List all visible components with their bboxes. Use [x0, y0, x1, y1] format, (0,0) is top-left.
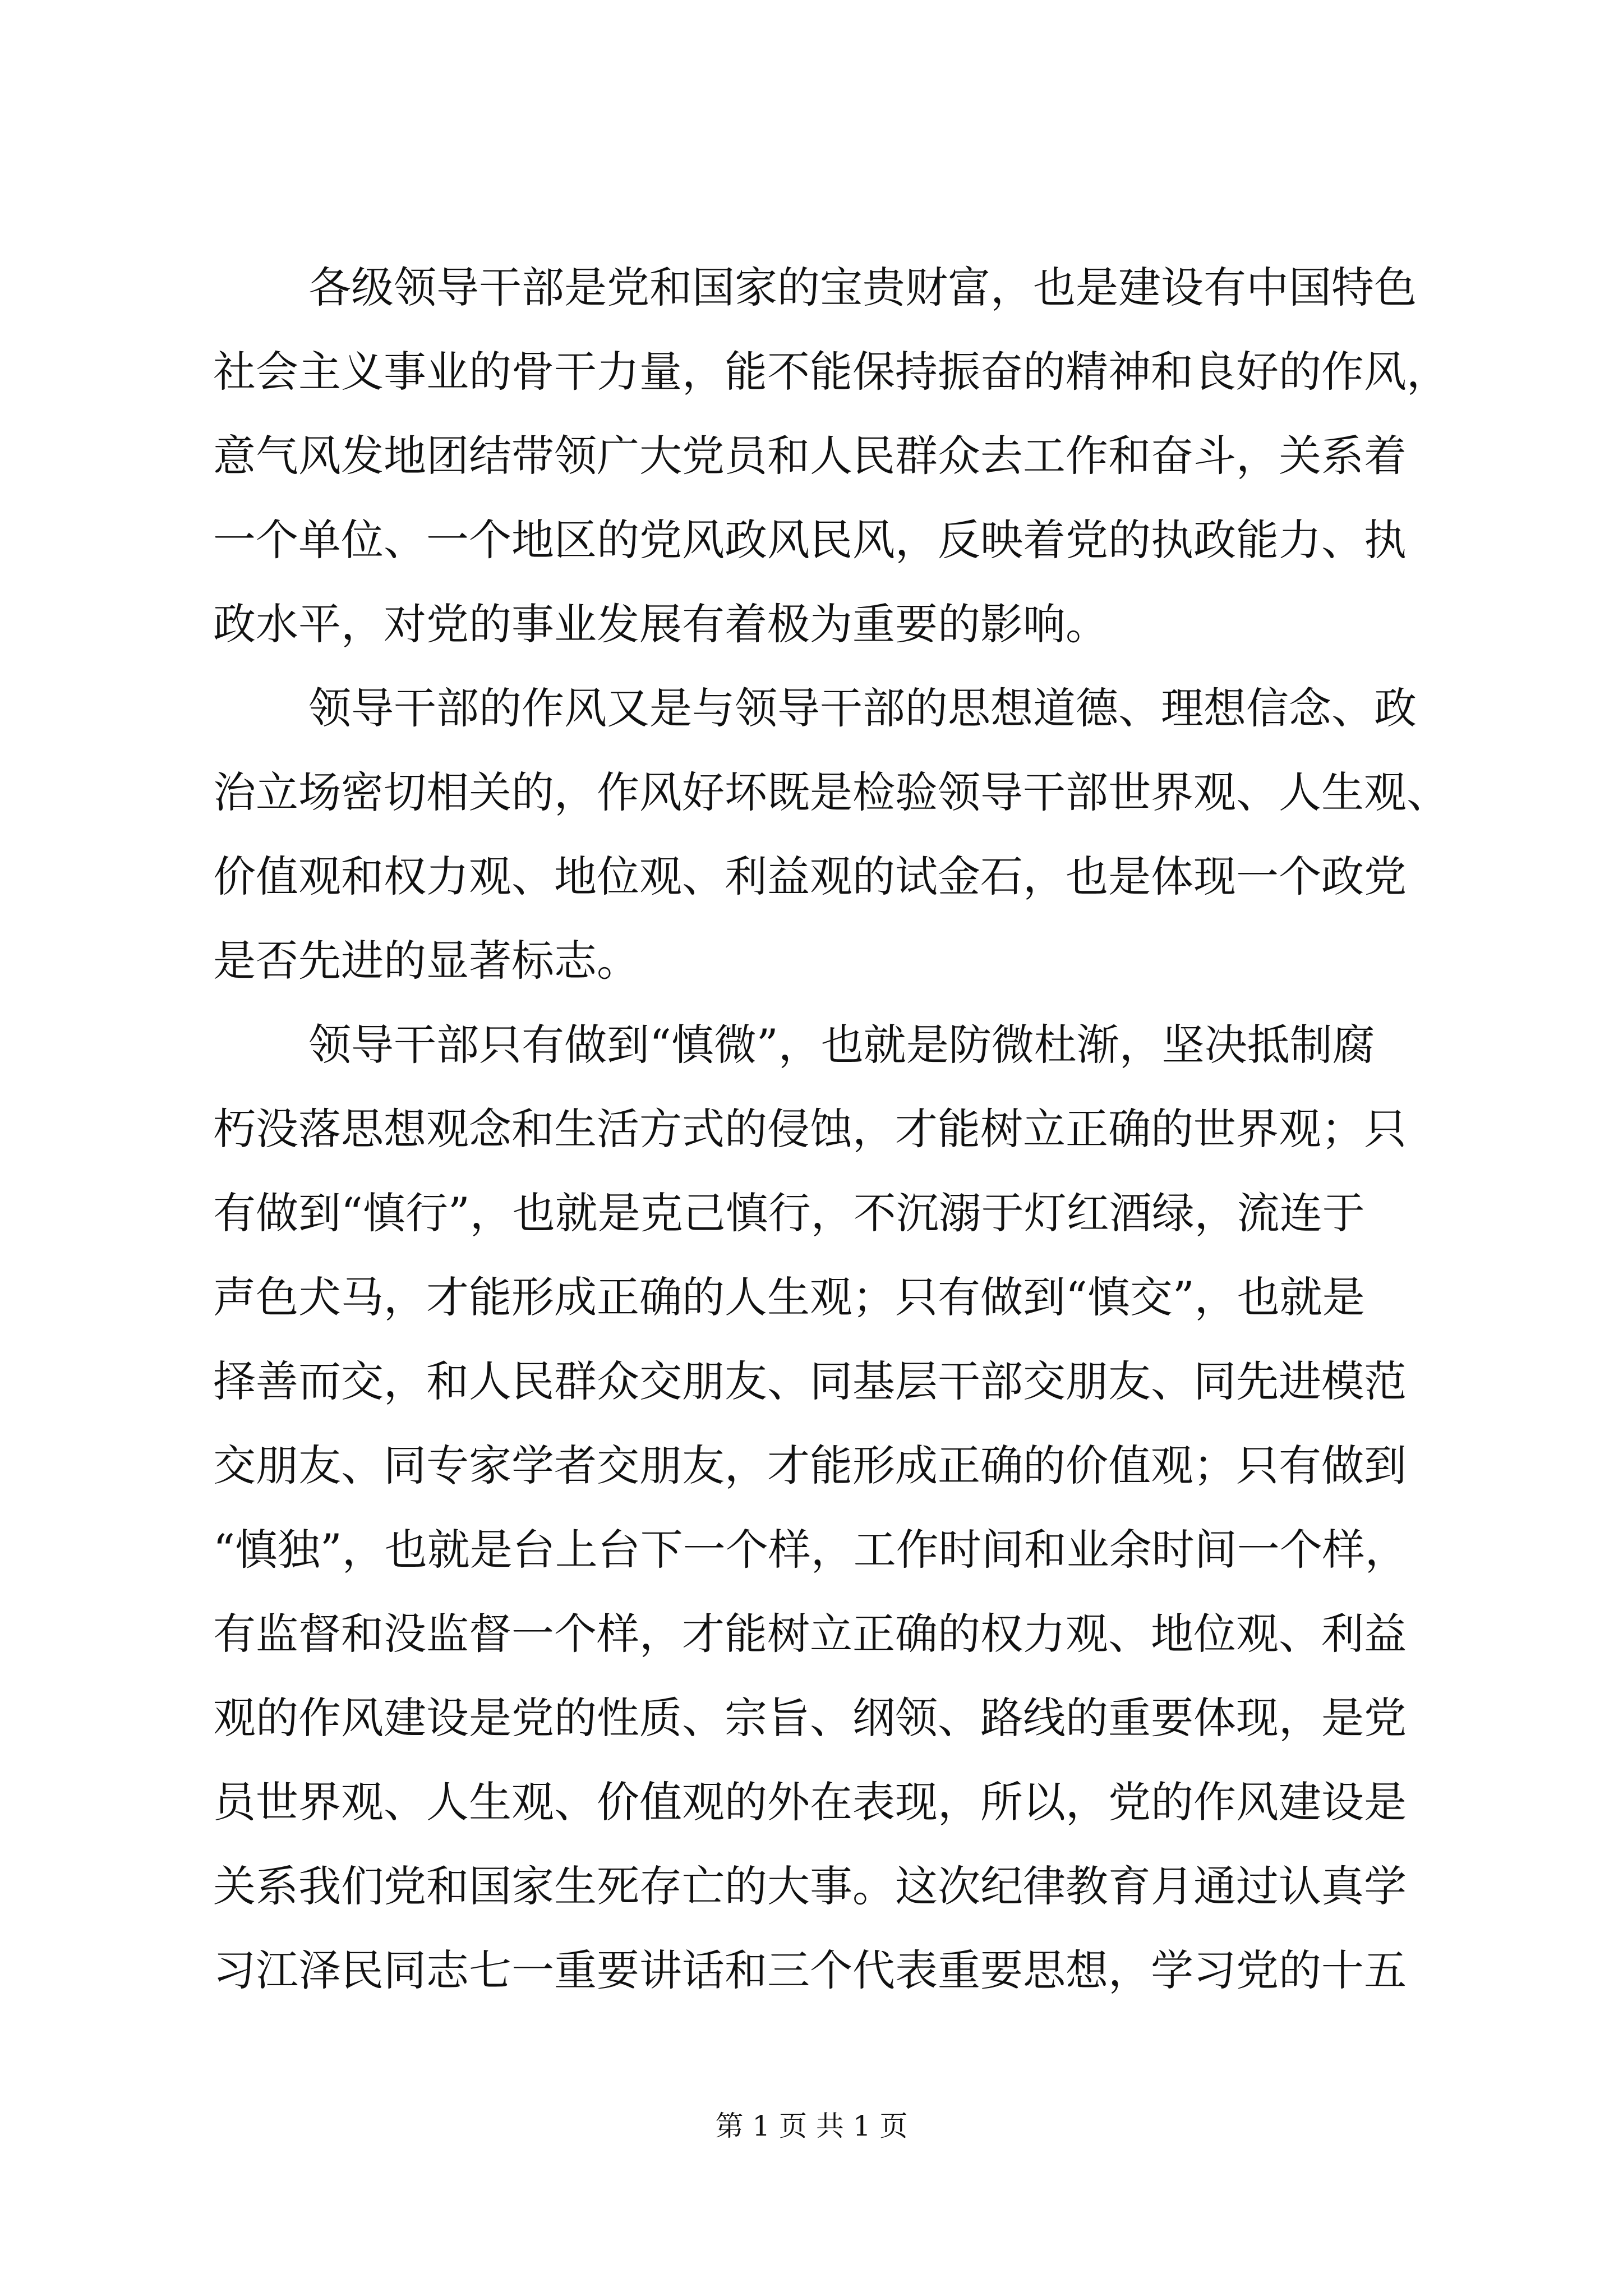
text-line: 是否先进的显著标志。: [213, 936, 639, 986]
text-line: 政水平，对党的事业发展有着极为重要的影响。: [213, 599, 1108, 649]
text-line: 有做到“慎行”，也就是克己慎行，不沉溺于灯红酒绿，流连于: [213, 1188, 1365, 1238]
text-line: 一个单位、一个地区的党风政风民风，反映着党的执政能力、执: [213, 515, 1407, 565]
text-line: 领导干部的作风又是与领导干部的思想道德、理想信念、政: [308, 683, 1417, 733]
text-line: 关系我们党和国家生死存亡的大事。这次纪律教育月通过认真学: [213, 1861, 1407, 1911]
text-line: 员世界观、人生观、价值观的外在表现，所以，党的作风建设是: [213, 1777, 1407, 1827]
text-line: 领导干部只有做到“慎微”，也就是防微杜渐，坚决抵制腐: [308, 1020, 1375, 1070]
text-line: 意气风发地团结带领广大党员和人民群众去工作和奋斗，关系着: [213, 431, 1407, 481]
text-line: 各级领导干部是党和国家的宝贵财富，也是建设有中国特色: [308, 263, 1417, 312]
text-line: 治立场密切相关的，作风好坏既是检验领导干部世界观、人生观、: [213, 767, 1449, 817]
text-line: 观的作风建设是党的性质、宗旨、纲领、路线的重要体现，是党: [213, 1693, 1407, 1743]
text-line: 价值观和权力观、地位观、利益观的试金石，也是体现一个政党: [213, 852, 1407, 901]
text-line: “慎独”，也就是台上台下一个样，工作时间和业余时间一个样，: [213, 1525, 1408, 1575]
text-line: 朽没落思想观念和生活方式的侵蚀，才能树立正确的世界观；只: [213, 1104, 1407, 1154]
text-line: 择善而交，和人民群众交朋友、同基层干部交朋友、同先进模范: [213, 1356, 1407, 1406]
page-footer: 第 1 页 共 1 页: [715, 2110, 908, 2142]
text-line: 声色犬马，才能形成正确的人生观；只有做到“慎交”，也就是: [213, 1272, 1365, 1322]
text-line: 社会主义事业的骨干力量，能不能保持振奋的精神和良好的作风，: [213, 347, 1449, 397]
text-line: 有监督和没监督一个样，才能树立正确的权力观、地位观、利益: [213, 1609, 1407, 1659]
text-line: 习江泽民同志七一重要讲话和三个代表重要思想，学习党的十五: [213, 1945, 1407, 1995]
text-line: 交朋友、同专家学者交朋友，才能形成正确的价值观；只有做到: [213, 1441, 1407, 1490]
